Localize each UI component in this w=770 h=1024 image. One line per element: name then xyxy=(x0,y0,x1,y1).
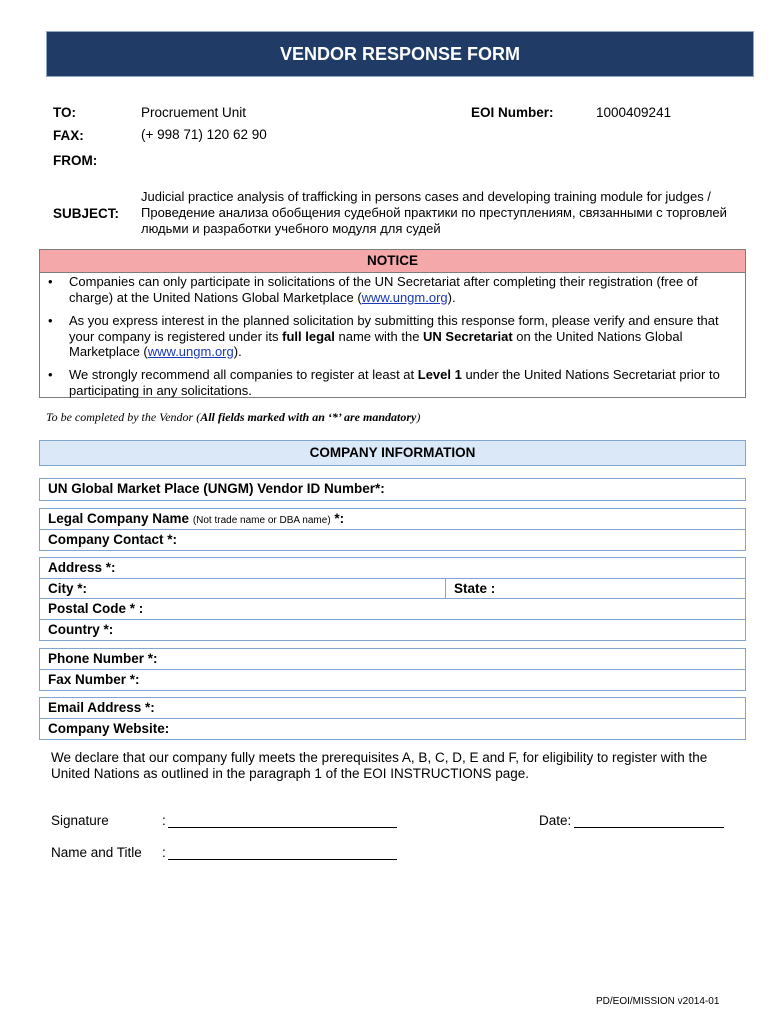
vendor-note-bold: All fields marked with an ‘*’ are mandatory xyxy=(200,410,417,424)
vendor-note-text: To be completed by the Vendor ( xyxy=(46,410,201,424)
notice-item xyxy=(48,313,739,360)
notice-text: Companies can only participate in solicitations of the UN Secretariat after completing their registration (free of charge) at the United Nations Global Marketplace ( xyxy=(69,274,698,305)
bullet-icon: • xyxy=(48,274,53,289)
postal-code-label: Postal Code * : xyxy=(48,601,144,616)
subject-text: Judicial practice analysis of trafficking in persons cases and developing training module for judges / Проведение анализа обобщения судебной практики по преступлениям, связанными с торговлей людьми и разработки учебного модуля для судей xyxy=(141,189,727,236)
notice-emphasis: UN Secretariat xyxy=(423,328,513,344)
notice-text: under the United Nations Secretariat prior to participating in any solicitations. xyxy=(69,367,720,398)
notice-item xyxy=(48,274,739,305)
eoi-number-label: EOI Number: xyxy=(471,105,554,120)
city-field[interactable] xyxy=(40,579,745,600)
email-box xyxy=(39,697,746,740)
address-field[interactable] xyxy=(40,558,745,579)
legal-name-hint: (Not trade name or DBA name) xyxy=(192,515,331,526)
fax-value: (+ 998 71) 120 62 90 xyxy=(141,127,267,142)
name-title-colon: : xyxy=(162,845,166,860)
company-website-label: Company Website: xyxy=(48,720,170,736)
legal-name-required: *: xyxy=(334,511,345,526)
company-website-field[interactable] xyxy=(40,719,745,740)
notice-text: ). xyxy=(447,289,456,305)
ungm-id-box xyxy=(39,478,746,501)
signature-label: Signature xyxy=(51,813,109,828)
notice-emphasis: full legal xyxy=(282,328,335,344)
company-contact-label: Company Contact *: xyxy=(48,531,178,547)
fax-number-label: Fax Number *: xyxy=(48,671,140,687)
fax-label: FAX: xyxy=(53,128,84,143)
subject-label: SUBJECT: xyxy=(53,206,120,221)
company-contact-field[interactable] xyxy=(40,530,745,551)
state-label: State : xyxy=(454,580,496,596)
state-field[interactable] xyxy=(445,579,745,599)
date-label: Date: xyxy=(539,813,572,828)
signature-colon: : xyxy=(162,813,166,828)
fax-number-field[interactable] xyxy=(40,670,745,691)
legal-company-name-field[interactable] xyxy=(40,509,745,530)
company-info-heading: COMPANY INFORMATION xyxy=(39,440,746,466)
footer-version: PD/EOI/MISSION v2014-01 xyxy=(596,996,720,1007)
date-line[interactable] xyxy=(574,827,724,828)
notice-text: name with the xyxy=(334,328,424,344)
name-title-label: Name and Title xyxy=(51,845,142,860)
vendor-note-text: ) xyxy=(416,410,421,424)
notice-text: ). xyxy=(233,344,242,359)
postal-code-field[interactable] xyxy=(40,599,745,620)
ungm-id-label: UN Global Market Place (UNGM) Vendor ID Number*: xyxy=(48,481,385,496)
notice-emphasis: Level 1 xyxy=(417,367,462,382)
signature-line[interactable] xyxy=(168,827,397,828)
country-field[interactable] xyxy=(40,620,745,641)
phone-box xyxy=(39,648,746,691)
form-title: VENDOR RESPONSE FORM xyxy=(46,31,754,77)
bullet-icon: • xyxy=(48,367,53,382)
country-label: Country *: xyxy=(48,621,114,637)
phone-number-label: Phone Number *: xyxy=(48,651,158,666)
company-name-box xyxy=(39,508,746,551)
notice-heading: NOTICE xyxy=(40,250,745,273)
city-label: City *: xyxy=(48,580,88,596)
address-label: Address *: xyxy=(48,560,116,575)
vendor-note xyxy=(46,410,420,425)
notice-text: on the United Nations Global Marketplace ( xyxy=(69,328,683,359)
eoi-number-value: 1000409241 xyxy=(596,105,672,120)
ungm-link[interactable]: www.ungm.org xyxy=(147,344,234,359)
email-address-label: Email Address *: xyxy=(48,700,155,715)
notice-item xyxy=(48,367,739,398)
notice-box xyxy=(39,249,746,398)
legal-name-label: Legal Company Name xyxy=(48,511,190,526)
from-label: FROM: xyxy=(53,153,98,168)
to-label: TO: xyxy=(53,105,76,120)
declaration-text: We declare that our company fully meets the prerequisites A, B, C, D, E and F, for eligibility to register with the United Nations as outlined in the paragraph 1 of the EOI INSTRUCTIONS page. xyxy=(51,750,708,781)
notice-text: We strongly recommend all companies to register at least at xyxy=(69,367,418,382)
bullet-icon: • xyxy=(48,313,53,328)
phone-number-field[interactable] xyxy=(40,649,745,670)
ungm-link[interactable]: www.ungm.org xyxy=(361,289,448,305)
notice-text: As you express interest in the planned solicitation by submitting this response form, please verify and ensure that your company is registered under its xyxy=(69,313,719,344)
ungm-id-field[interactable] xyxy=(40,479,745,500)
to-value: Procruement Unit xyxy=(141,105,247,120)
address-box xyxy=(39,557,746,641)
email-address-field[interactable] xyxy=(40,698,745,719)
name-title-line[interactable] xyxy=(168,859,397,860)
